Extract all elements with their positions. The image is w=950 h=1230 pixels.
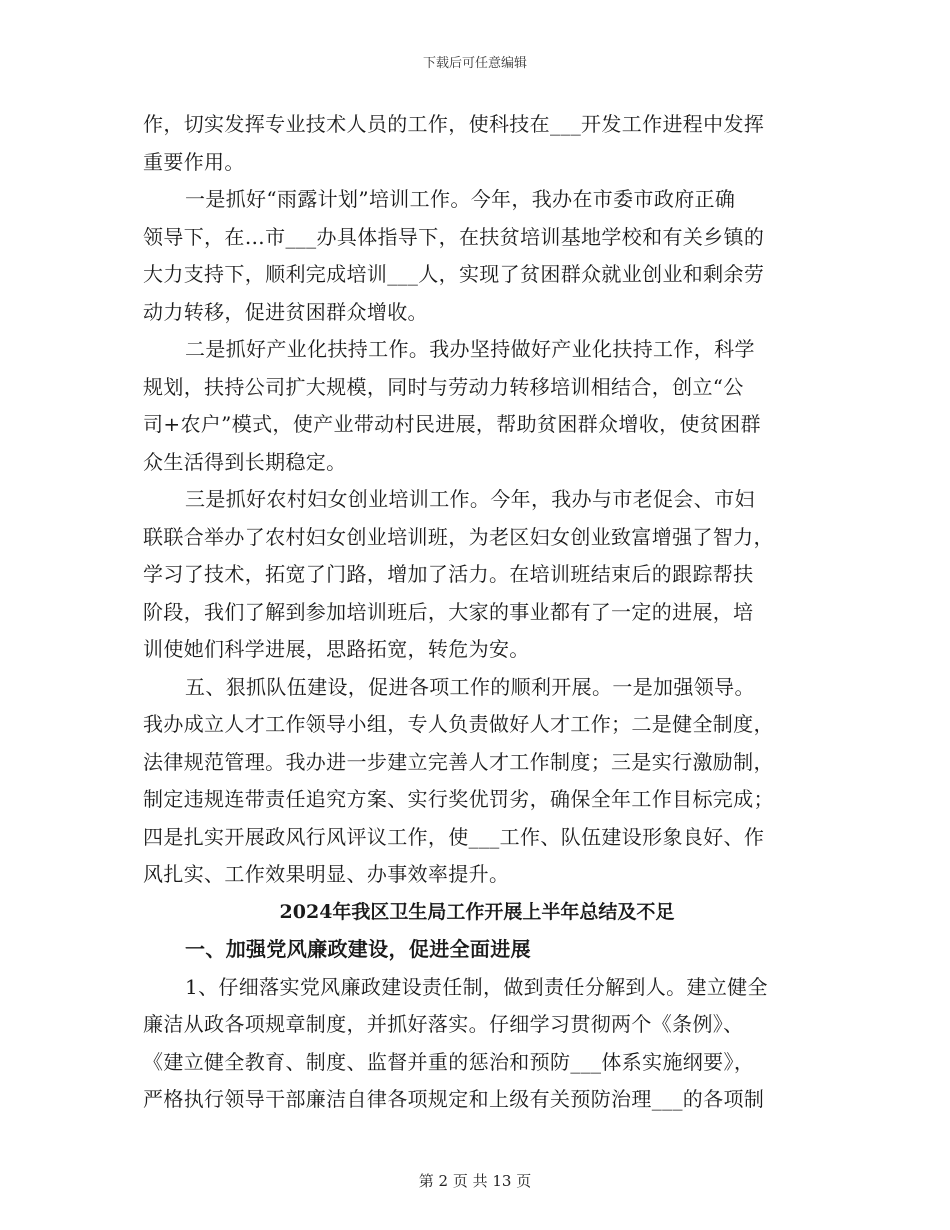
body-line: 联联合举办了农村妇女创业培训班，为老区妇女创业致富增强了智力， [143, 524, 774, 549]
body-line: 规划，扶持公司扩大规模，同时与劳动力转移培训相结合，创立“公 [143, 374, 744, 399]
body-line: 四是扎实开展政风行风评议工作，使___工作、队伍建设形象良好、作 [143, 824, 765, 849]
body-line: 司+农户”模式，使产业带动村民进展，帮助贫困群众增收，使贫困群 [143, 412, 761, 436]
body-line: 训使她们科学进展，思路拓宽，转危为安。 [143, 637, 530, 661]
body-line: 我办成立人才工作领导小组，专人负责做好人才工作；二是健全制度， [143, 712, 774, 736]
body-line: 众生活得到长期稳定。 [143, 449, 347, 474]
body-line: 学习了技术，拓宽了门路，增加了活力。在培训班结束后的跟踪帮扶 [143, 562, 754, 586]
body-line: 动力转移，促进贫困群众增收。 [143, 299, 428, 324]
section-heading: 一、加强党风廉政建设，促进全面进展 [185, 937, 531, 961]
body-line: 大力支持下，顺利完成培训___人，实现了贫困群众就业创业和剩余劳 [143, 262, 765, 286]
body-line: 阶段，我们了解到参加培训班后，大家的事业都有了一定的进展，培 [143, 599, 754, 624]
body-line: 廉洁从政各项规章制度，并抓好落实。仔细学习贯彻两个《条例》、 [143, 1012, 744, 1036]
body-line: 重要作用。 [143, 149, 245, 174]
document-body [143, 106, 811, 1119]
body-line: 风扎实、工作效果明显、办事效率提升。 [143, 862, 510, 886]
paragraph-start: 二是抓好产业化扶持工作。我办坚持做好产业化扶持工作，科学 [185, 337, 755, 361]
page-number: 第 2 页 共 13 页 [418, 1172, 532, 1190]
paragraph-start: 五、狠抓队伍建设，促进各项工作的顺利开展。一是加强领导。 [185, 674, 755, 699]
body-line: 严格执行领导干部廉洁自律各项规定和上级有关预防治理___的各项制 [143, 1087, 765, 1111]
section-title: 2024年我区卫生局工作开展上半年总结及不足 [279, 900, 675, 923]
body-line: 领导下，在…市___办具体指导下，在扶贫培训基地学校和有关乡镇的 [143, 224, 765, 249]
body-line: 作，切实发挥专业技术人员的工作，使科技在___开发工作进程中发挥 [143, 112, 765, 136]
body-line: 制定违规连带责任追究方案、实行奖优罚劣，确保全年工作目标完成； [143, 787, 774, 811]
body-line: 法律规范管理。我办进一步建立完善人才工作制度；三是实行激励制， [143, 749, 774, 774]
page-header: 下载后可任意编辑 [422, 56, 527, 71]
paragraph-start: 三是抓好农村妇女创业培训工作。今年，我办与市老促会、市妇 [185, 487, 755, 511]
paragraph-start: 一是抓好“雨露计划”培训工作。今年，我办在市委市政府正确 [185, 187, 736, 211]
paragraph-start: 1、仔细落实党风廉政建设责任制，做到责任分解到人。建立健全 [185, 974, 768, 999]
body-line: 《建立健全教育、制度、监督并重的惩治和预防___体系实施纲要》， [143, 1049, 755, 1074]
